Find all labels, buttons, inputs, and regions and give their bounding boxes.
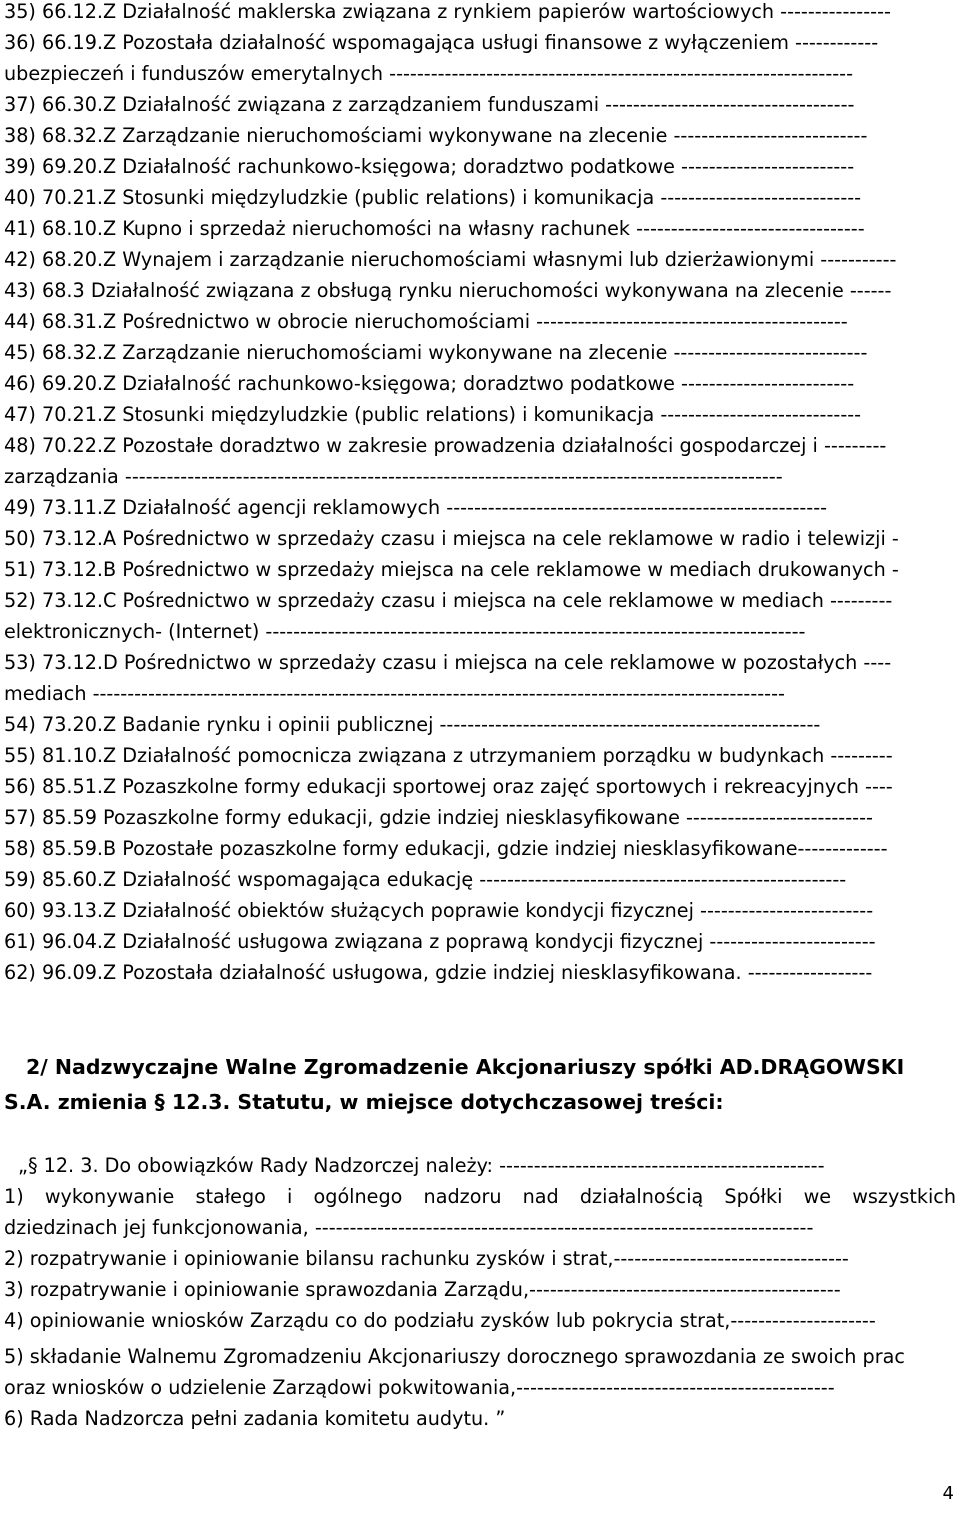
list-line: ubezpieczeń i funduszów emerytalnych ------------------------------------------------------------------- <box>4 62 854 85</box>
list-line: 46) 69.20.Z Działalność rachunkowo-księgowa; doradztwo podatkowe ------------------------- <box>4 372 855 395</box>
page-number: 4 <box>942 1483 954 1504</box>
list-line: 48) 70.22.Z Pozostałe doradztwo w zakresie prowadzenia działalności gospodarczej i --------- <box>4 434 887 457</box>
list-line: 56) 85.51.Z Pozaszkolne formy edukacji sportowej oraz zajęć sportowych i rekreacyjnych ---- <box>4 775 893 798</box>
list-line: 59) 85.60.Z Działalność wspomagająca edukację ----------------------------------------------------- <box>4 868 847 891</box>
list-line: 42) 68.20.Z Wynajem i zarządzanie nieruchomościami własnymi lub dzierżawionymi ----------- <box>4 248 897 271</box>
statute-line: oraz wniosków o udzielenie Zarządowi pokwitowania,---------------------------------------------- <box>4 1376 835 1399</box>
list-line: 41) 68.10.Z Kupno i sprzedaż nieruchomości na własny rachunek --------------------------------- <box>4 217 865 240</box>
list-line: 36) 66.19.Z Pozostała działalność wspomagająca usługi finansowe z wyłączeniem ------------ <box>4 31 879 54</box>
list-line: 43) 68.3 Działalność związana z obsługą rynku nieruchomości wykonywana na zlecenie ------ <box>4 279 892 302</box>
statute-line: 6) Rada Nadzorcza pełni zadania komitetu audytu. ” <box>4 1407 506 1430</box>
list-line: 39) 69.20.Z Działalność rachunkowo-księgowa; doradztwo podatkowe ------------------------- <box>4 155 855 178</box>
list-line: zarządzania ----------------------------------------------------------------------------------------------- <box>4 465 783 488</box>
list-line: 58) 85.59.B Pozostałe pozaszkolne formy edukacji, gdzie indziej niesklasyfikowane------------- <box>4 837 888 860</box>
statute-line: 5) składanie Walnemu Zgromadzeniu Akcjonariuszy dorocznego sprawozdania ze swoich prac <box>4 1345 905 1368</box>
list-line: 52) 73.12.C Pośrednictwo w sprzedaży czasu i miejsca na cele reklamowe w mediach --------- <box>4 589 893 612</box>
list-line: elektronicznych- (Internet) ------------------------------------------------------------------------------ <box>4 620 806 643</box>
list-line: 55) 81.10.Z Działalność pomocnicza związana z utrzymaniem porządku w budynkach --------- <box>4 744 893 767</box>
list-line: 57) 85.59 Pozaszkolne formy edukacji, gdzie indziej niesklasyfikowane --------------------------- <box>4 806 873 829</box>
list-line: 51) 73.12.B Pośrednictwo w sprzedaży miejsca na cele reklamowe w mediach drukowanych - <box>4 558 899 581</box>
list-line: 49) 73.11.Z Działalność agencji reklamowych ------------------------------------------------------- <box>4 496 828 519</box>
list-line: 35) 66.12.Z Działalność maklerska związana z rynkiem papierów wartościowych ---------------- <box>4 0 891 23</box>
statute-line: 3) rozpatrywanie i opiniowanie sprawozdania Zarządu,--------------------------------------------- <box>4 1278 841 1301</box>
heading-line-1: 2/ Nadzwyczajne Walne Zgromadzenie Akcjonariuszy spółki AD.DRĄGOWSKI <box>26 1055 905 1079</box>
statute-line: „§ 12. 3. Do obowiązków Rady Nadzorczej należy: ----------------------------------------------- <box>18 1154 825 1177</box>
list-line: 38) 68.32.Z Zarządzanie nieruchomościami wykonywane na zlecenie ---------------------------- <box>4 124 868 147</box>
list-line: 60) 93.13.Z Działalność obiektów służących poprawie kondycji fizycznej ------------------------- <box>4 899 874 922</box>
list-line: 53) 73.12.D Pośrednictwo w sprzedaży czasu i miejsca na cele reklamowe w pozostałych ---- <box>4 651 892 674</box>
statute-line: 4) opiniowanie wniosków Zarządu co do podziału zysków lub pokrycia strat,--------------------- <box>4 1309 876 1332</box>
list-line: 45) 68.32.Z Zarządzanie nieruchomościami wykonywane na zlecenie ---------------------------- <box>4 341 868 364</box>
list-line: 61) 96.04.Z Działalność usługowa związana z poprawą kondycji fizycznej ------------------------ <box>4 930 876 953</box>
list-line: 44) 68.31.Z Pośrednictwo w obrocie nieruchomościami --------------------------------------------- <box>4 310 848 333</box>
statute-line: 2) rozpatrywanie i opiniowanie bilansu rachunku zysków i strat,---------------------------------- <box>4 1247 849 1270</box>
list-line: 62) 96.09.Z Pozostała działalność usługowa, gdzie indziej niesklasyfikowana. ------------------ <box>4 961 873 984</box>
list-line: 54) 73.20.Z Badanie rynku i opinii publicznej ------------------------------------------------------- <box>4 713 821 736</box>
list-line: 40) 70.21.Z Stosunki międzyludzkie (public relations) i komunikacja ----------------------------- <box>4 186 862 209</box>
list-line: 37) 66.30.Z Działalność związana z zarządzaniem funduszami ------------------------------------ <box>4 93 855 116</box>
statute-line: dziedzinach jej funkcjonowania, ------------------------------------------------------------------------ <box>4 1216 814 1239</box>
list-line: mediach ---------------------------------------------------------------------------------------------------- <box>4 682 785 705</box>
heading-line-2: S.A. zmienia § 12.3. Statutu, w miejsce dotychczasowej treści: <box>4 1090 724 1114</box>
list-line: 47) 70.21.Z Stosunki międzyludzkie (public relations) i komunikacja ----------------------------- <box>4 403 862 426</box>
statute-line: 1) wykonywanie stałego i ogólnego nadzoru nad działalnością Spółki we wszystkich <box>4 1185 956 1208</box>
list-line: 50) 73.12.A Pośrednictwo w sprzedaży czasu i miejsca na cele reklamowe w radio i telewizji - <box>4 527 899 550</box>
